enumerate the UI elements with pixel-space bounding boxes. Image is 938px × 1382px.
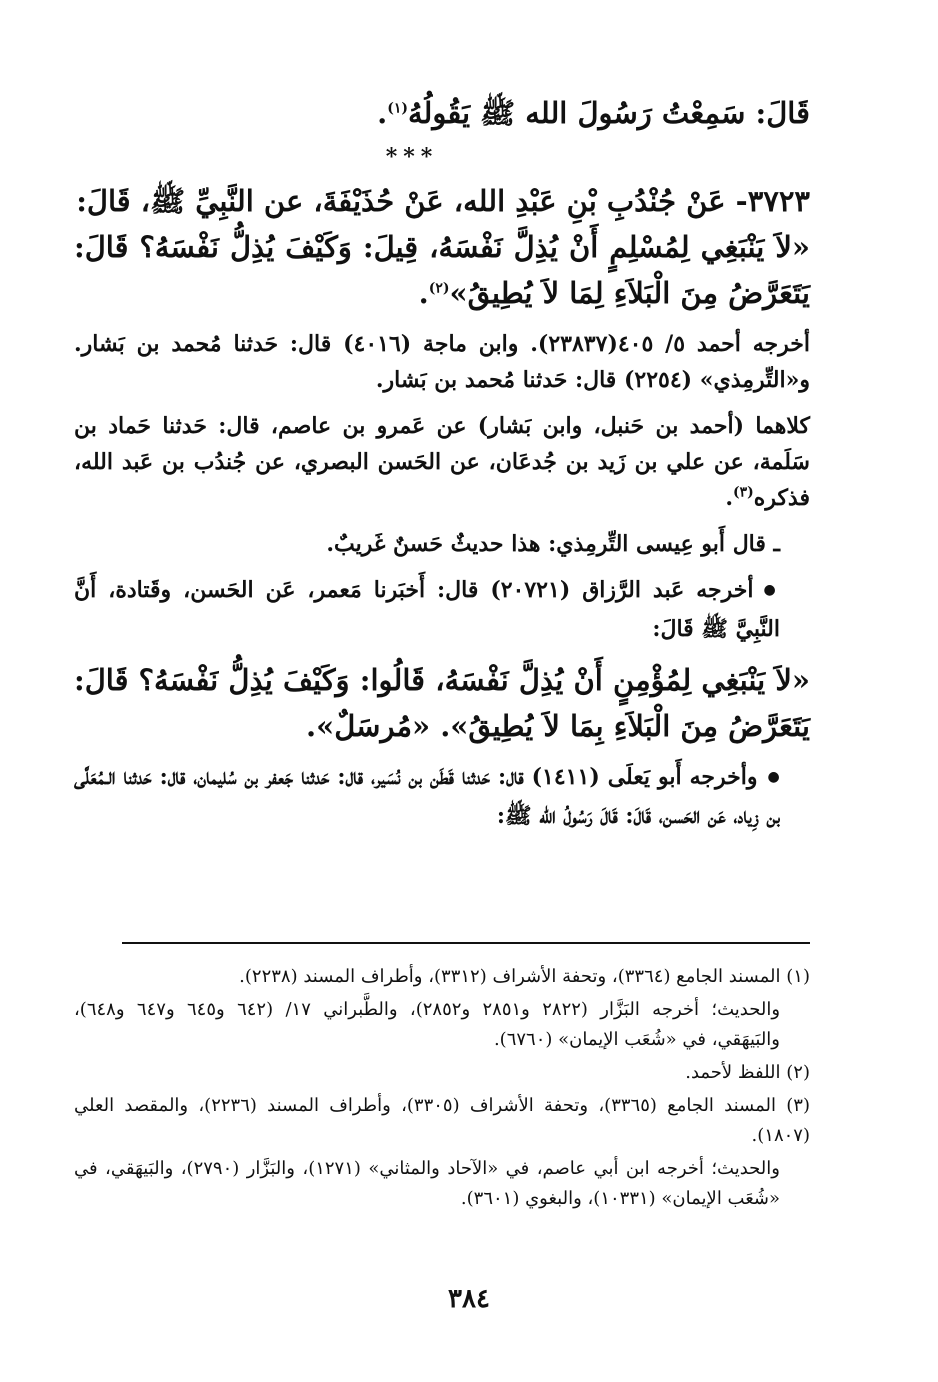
mursal-matn: «لاَ يَنْبَغِي لِمُؤْمِنٍ أَنْ يُذِلَّ نَفْسَهُ، قَالُوا: وَكَيْفَ يُذِلُّ نَفْسَهُ؟ قَالَ: يَتَعَرَّضُ مِنَ الْبَلاَءِ بِمَا لاَ يُطِيقُ». «مُرسَلٌ». bbox=[74, 663, 810, 743]
isnad-paragraph: كلاهما (أحمد بن حَنبل، وابن بَشار) عن عَمرو بن عاصم، قال: حَدثنا حَماد بن سَلَمة، عن علي بن زَيد بن جُدعَان، عن الحَسن البصري، عن جُندُب بن عَبد الله، فذكره$^{(٣)}$. bbox=[74, 413, 810, 511]
footnote-1-continuation: والحديث؛ أخرجه البَزَّار (٢٨٢٢ و٢٨٥١ و٢٨٥٢)، والطَّبراني ١٧/ (٦٤٢ و٦٤٥ و٦٤٧ و٦٤٨)، والبَيهَقي، في «شُعَب الإيمان» (٦٧٦٠). bbox=[74, 999, 781, 1050]
abd-razzaq-paragraph: ● أخرجه عَبد الرَّزاق (٢٠٧٢١) قال: أَخبَرنا مَعمر، عَن الحَسن، وقَتادة، أَنَّ النَّبِيَّ ﷺ قَالَ: bbox=[74, 572, 810, 647]
footnote-3-continuation: والحديث؛ أخرجه ابن أبي عاصم، في «الآحاد والمثاني» (١٢٧١)، والبَزَّار (٢٧٩٠)، والبَيهَقي، في «شُعَب الإيمان» (١٠٣٣١)، والبغوي (٣٦٠١). bbox=[74, 1158, 780, 1209]
top-line-text: قَالَ: سَمِعْتُ رَسُولَ الله ﷺ يَقُولُهُ bbox=[407, 96, 810, 130]
footnote-1: (١) المسند الجامع (٣٣٦٤)، وتحفة الأشراف (٣٣١٢)، وأطراف المسند (٢٢٣٨). bbox=[239, 966, 810, 987]
section-separator: *** bbox=[385, 144, 439, 170]
footnote-3: (٣) المسند الجامع (٣٣٦٥)، وتحفة الأشراف (٣٣٠٥)، وأطراف المسند (٢٢٣٦)، والمقصد العلي (١٨٠٧). bbox=[74, 1095, 810, 1146]
tirmidhi-remark: ـ قال أَبو عِيسى التِّرمِذي: هذا حديثٌ حَسنٌ غَريبٌ. bbox=[326, 531, 780, 557]
footnote-divider bbox=[122, 942, 810, 944]
footnote-2: (٢) اللفظ لأحمد. bbox=[685, 1062, 810, 1083]
takhrij-paragraph: أخرجه أحمد ٥/ ٤٠٥(٢٣٨٣٧). وابن ماجة (٤٠١٦) قال: حَدثنا مُحمد بن بَشار. و«التِّرمِذي» (٢٢٥٤) قال: حَدثنا مُحمد بن بَشار. bbox=[74, 331, 810, 393]
footnotes bbox=[74, 962, 810, 1217]
top-line: قَالَ: سَمِعْتُ رَسُولَ الله ﷺ يَقُولُهُ$^{(١)}$. bbox=[377, 96, 810, 130]
footnote-ref-3: (٣) bbox=[733, 484, 754, 501]
abu-yala-paragraph: ● وأخرجه أَبو يَعلَى (١٤١١) قال: حَدثنا قَطَن بن نُسَير، قال: حَدثنا جَعفر بن سُليمان، قال: حَدثنا الـمُعَلَّى بن زِياد، عَن الحَسن، قَالَ: قَالَ رَسُولُ الله ﷺ: bbox=[74, 759, 810, 834]
hadith-heading: ٣٧٢٣- عَنْ جُنْدُبِ بْنِ عَبْدِ الله، عَنْ حُذَيْفَةَ، عن النَّبِيِّ ﷺ، قَالَ: bbox=[76, 184, 810, 218]
footnote-ref-1: (١) bbox=[387, 100, 408, 117]
footnote-ref-2: (٢) bbox=[428, 280, 450, 297]
hadith-matn: «لاَ يَنْبَغِي لِمُسْلِمٍ أَنْ يُذِلَّ نَفْسَهُ، قِيلَ: وَكَيْفَ يُذِلُّ نَفْسَهُ؟ قَالَ: يَتَعَرَّضُ مِنَ الْبَلاَءِ لِمَا لاَ يُطِيقُ»$^{(٢)}$. bbox=[74, 230, 810, 310]
page-number: ٣٨٤ bbox=[448, 1284, 490, 1314]
hadith-matn-text: «لاَ يَنْبَغِي لِمُسْلِمٍ أَنْ يُذِلَّ نَفْسَهُ، قِيلَ: وَكَيْفَ يُذِلُّ نَفْسَهُ؟ قَالَ: يَتَعَرَّضُ مِنَ الْبَلاَءِ لِمَا لاَ يُطِيقُ» bbox=[74, 230, 810, 310]
isnad-text: كلاهما (أحمد بن حَنبل، وابن بَشار) عن عَمرو بن عاصم، قال: حَدثنا حَماد بن سَلَمة، عن علي بن زَيد بن جُدعَان، عن الحَسن البصري، عن جُندُب بن عَبد الله، فذكره bbox=[74, 413, 810, 511]
main-text bbox=[74, 88, 810, 844]
